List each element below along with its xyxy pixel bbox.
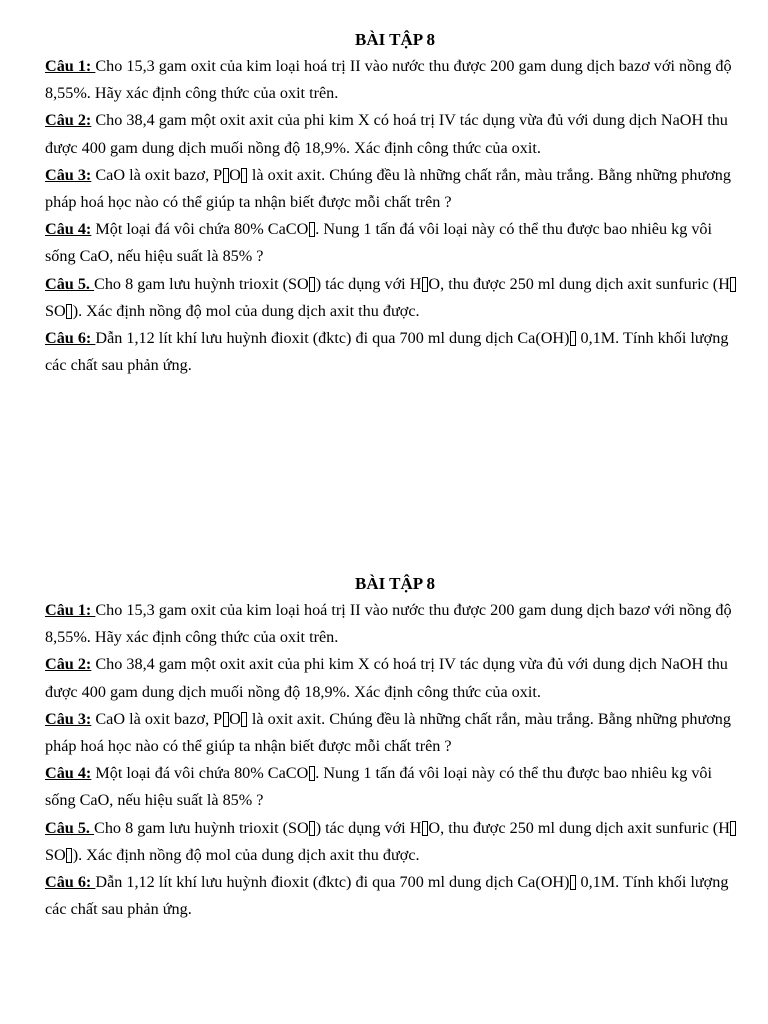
missing-glyph-box <box>66 848 72 863</box>
question-label: Câu 2: <box>45 111 92 130</box>
question-6 <box>45 869 745 923</box>
question-text: . Nung 1 tấn đá vôi loại này có thể thu được bao nhiêu kg vôi sống CaO, nếu hiệu suất là 85% ? <box>45 764 713 810</box>
worksheet-title: BÀI TẬP 8 <box>355 30 435 49</box>
question-text: ). Xác định nồng độ mol của dung dịch axit thu được. <box>72 845 420 864</box>
missing-glyph-box <box>309 277 315 292</box>
question-3 <box>45 162 745 216</box>
question-text: Một loại đá vôi chứa 80% CaCO <box>91 220 309 239</box>
question-text: Dẫn 1,12 lít khí lưu huỳnh đioxit (đktc) đi qua 700 ml dung dịch Ca(OH) <box>95 329 570 348</box>
question-text: Cho 38,4 gam một oxit axit của phi kim X có hoá trị IV tác dụng vừa đủ với dung dịch NaOH thu được 400 gam dung dịch muối nồng độ 18,9%. Xác định công thức của oxit. <box>45 111 728 157</box>
missing-glyph-box <box>241 168 247 183</box>
missing-glyph-box <box>241 712 247 727</box>
missing-glyph-box <box>223 712 229 727</box>
question-text: Cho 38,4 gam một oxit axit của phi kim X có hoá trị IV tác dụng vừa đủ với dung dịch NaOH thu được 400 gam dung dịch muối nồng độ 18,9%. Xác định công thức của oxit. <box>45 655 728 701</box>
question-label: Câu 5. <box>45 274 95 293</box>
question-1 <box>45 597 745 651</box>
question-2 <box>45 107 745 161</box>
question-text: là oxit axit. Chúng đều là những chất rắn, màu trắng. Bằng những phương pháp hoá học nào có thể giúp ta nhận biết được mỗi chất trên ? <box>45 165 731 212</box>
question-text: là oxit axit. Chúng đều là những chất rắn, màu trắng. Bằng những phương pháp hoá học nào có thể giúp ta nhận biết được mỗi chất trên ? <box>45 709 731 756</box>
question-4 <box>45 216 745 270</box>
question-label: Câu 2: <box>45 655 92 674</box>
missing-glyph-box <box>309 821 315 836</box>
worksheet-title: BÀI TẬP 8 <box>355 574 435 593</box>
question-6 <box>45 325 745 379</box>
question-text: CaO là oxit bazơ, P <box>91 709 223 728</box>
question-text: Dẫn 1,12 lít khí lưu huỳnh đioxit (đktc) đi qua 700 ml dung dịch Ca(OH) <box>95 873 570 892</box>
question-4 <box>45 760 745 814</box>
missing-glyph-box <box>309 222 315 237</box>
worksheet-copy-2 <box>45 570 745 923</box>
question-1 <box>45 53 745 107</box>
question-label: Câu 4: <box>45 764 92 783</box>
question-text: Cho 8 gam lưu huỳnh trioxit (SO <box>94 818 309 837</box>
missing-glyph-box <box>309 766 315 781</box>
question-text: CaO là oxit bazơ, P <box>91 165 223 184</box>
missing-glyph-box <box>730 821 736 836</box>
question-label: Câu 1: <box>45 601 96 619</box>
question-text: 0,1M. Tính khối lượng các chất sau phản ứng. <box>45 873 729 919</box>
question-text: ). Xác định nồng độ mol của dung dịch axit thu được. <box>72 301 420 320</box>
question-text: Một loại đá vôi chứa 80% CaCO <box>91 764 309 783</box>
question-text: Cho 8 gam lưu huỳnh trioxit (SO <box>94 274 309 293</box>
question-text: O, thu được 250 ml dung dịch axit sunfuric (H <box>428 274 730 293</box>
question-label: Câu 3: <box>45 165 92 184</box>
missing-glyph-box <box>66 304 72 319</box>
question-text: . Nung 1 tấn đá vôi loại này có thể thu được bao nhiêu kg vôi sống CaO, nếu hiệu suất là 85% ? <box>45 220 713 266</box>
question-3 <box>45 706 745 760</box>
missing-glyph-box <box>730 277 736 292</box>
question-text: O, thu được 250 ml dung dịch axit sunfuric (H <box>428 818 730 837</box>
question-text: ) tác dụng với H <box>315 274 422 293</box>
question-text: SO <box>45 301 66 320</box>
question-label: Câu 3: <box>45 709 92 728</box>
question-text: ) tác dụng với H <box>315 818 422 837</box>
question-label: Câu 5. <box>45 818 95 837</box>
question-text: Cho 15,3 gam oxit của kim loại hoá trị II vào nước thu được 200 gam dung dịch bazơ với nồng độ 8,55%. Hãy xác định công thức của oxit trên. <box>45 57 732 103</box>
question-5 <box>45 815 745 869</box>
question-text: SO <box>45 845 66 864</box>
question-label: Câu 6: <box>45 329 96 348</box>
worksheet-copy-1 <box>45 26 745 379</box>
question-label: Câu 6: <box>45 873 96 892</box>
question-2 <box>45 651 745 705</box>
question-text: Cho 15,3 gam oxit của kim loại hoá trị II vào nước thu được 200 gam dung dịch bazơ với nồng độ 8,55%. Hãy xác định công thức của oxit trên. <box>45 601 732 647</box>
question-text: 0,1M. Tính khối lượng các chất sau phản ứng. <box>45 329 729 375</box>
question-text: O <box>229 165 241 184</box>
question-5 <box>45 271 745 325</box>
question-text: O <box>229 709 241 728</box>
question-label: Câu 1: <box>45 57 96 75</box>
question-label: Câu 4: <box>45 220 92 239</box>
missing-glyph-box <box>223 168 229 183</box>
